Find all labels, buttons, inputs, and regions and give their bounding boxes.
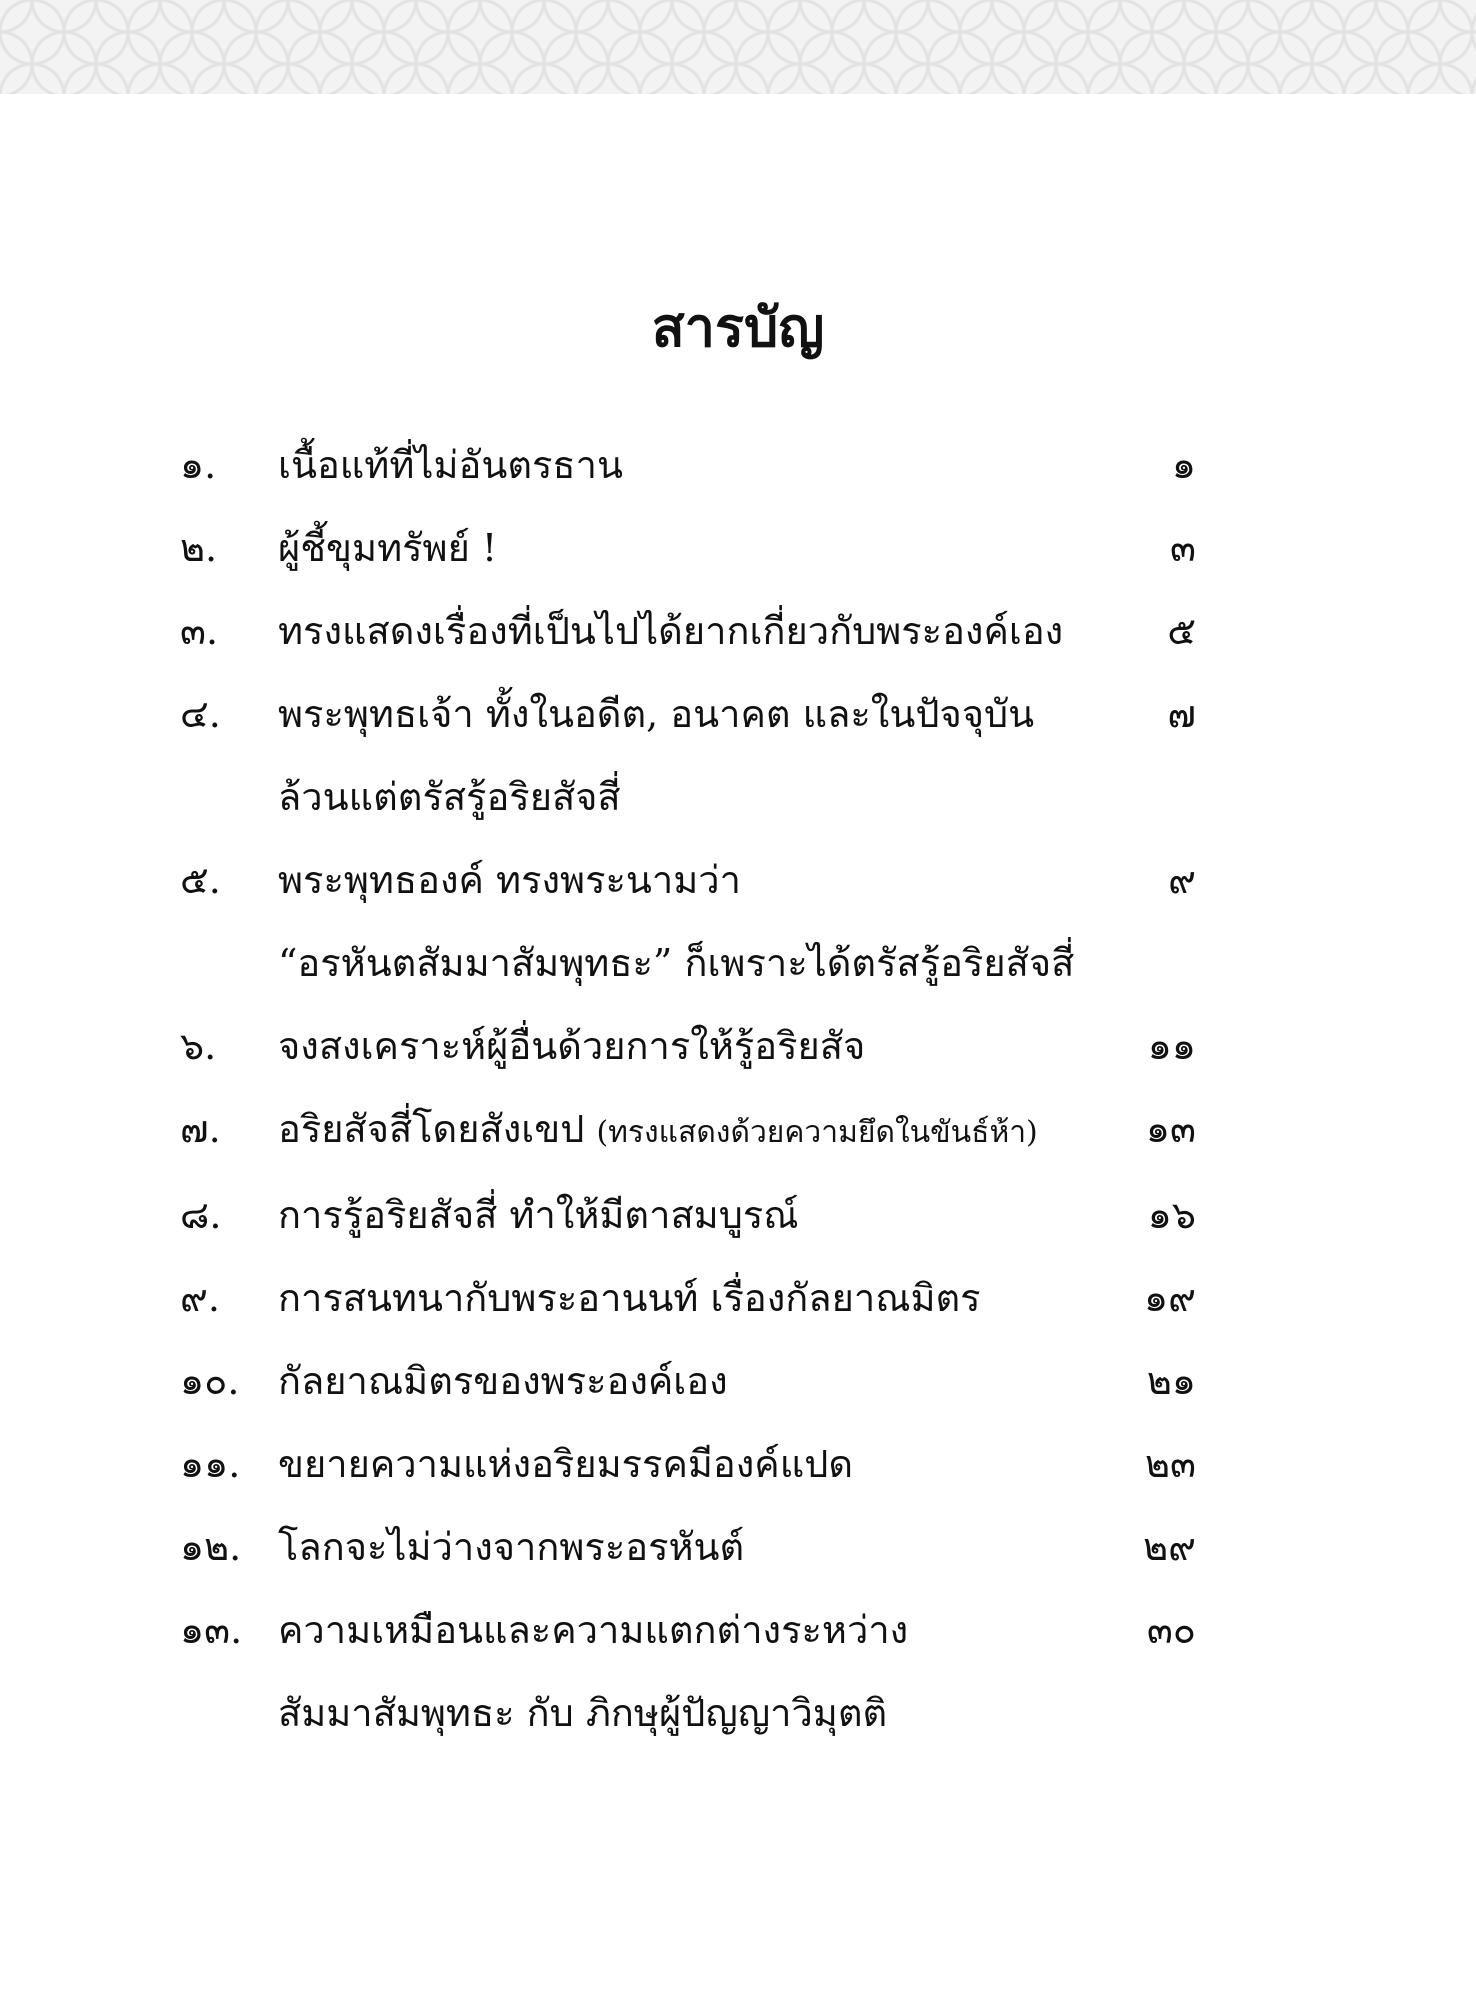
entry-title-line: จงสงเคราะห์ผู้อื่นด้วยการให้รู้อริยสัจ (278, 1024, 866, 1068)
entry-title-main: อริยสัจสี่โดยสังเขป (278, 1107, 585, 1151)
entry-page-number: ๙ (1168, 858, 1196, 902)
entry-title (278, 1589, 1126, 1755)
entry-title-line: พระพุทธองค์ ทรงพระนามว่า (278, 858, 741, 902)
entry-number: ๕. (180, 858, 221, 902)
decorative-pattern-band (0, 0, 1476, 94)
entry-title-line: “อรหันตสัมมาสัมพุทธะ” ก็เพราะได้ตรัสรู้อริยสัจสี่ (278, 941, 1075, 985)
entry-title-line: ทรงแสดงเรื่องที่เป็นไปได้ยากเกี่ยวกับพระองค์เอง (278, 609, 1064, 653)
entry-title (278, 1506, 1126, 1589)
entry-number: ๑๓. (180, 1608, 243, 1652)
entry-number: ๑๐. (180, 1359, 240, 1403)
entry-title-line: ผู้ชี้ขุมทรัพย์ ! (278, 526, 498, 570)
entry-number: ๑๒. (180, 1525, 242, 1569)
entry-page-number: ๒๙ (1143, 1525, 1196, 1569)
entry-number: ๒. (180, 526, 218, 570)
entry-title-line: ขยายความแห่งอริยมรรคมีองค์แปด (278, 1442, 854, 1486)
entry-page-number: ๒๓ (1144, 1442, 1196, 1486)
entry-page-number: ๓ (1170, 526, 1196, 570)
toc-entry-13 (180, 1589, 1210, 1755)
entry-title (278, 839, 1126, 1005)
entry-title (278, 1257, 1126, 1340)
entry-page-number: ๒๑ (1146, 1359, 1196, 1403)
entry-page-number: ๑๙ (1144, 1276, 1196, 1320)
toc-entry-2 (180, 507, 1210, 590)
entry-title (278, 1088, 1126, 1174)
entry-title-note: (ทรงแสดงด้วยความยึดในขันธ์ห้า) (596, 1115, 1038, 1150)
entry-title-line: สัมมาสัมพุทธะ กับ ภิกษุผู้ปัญญาวิมุตติ (278, 1691, 888, 1735)
entry-title-line: ล้วนแต่ตรัสรู้อริยสัจสี่ (278, 775, 621, 819)
entry-title-line: พระพุทธเจ้า ทั้งในอดีต, อนาคต และในปัจจุบัน (278, 692, 1035, 736)
entry-page-number: ๑๖ (1147, 1193, 1196, 1237)
toc-entry-12 (180, 1506, 1210, 1589)
entry-title (278, 1005, 1126, 1088)
entry-number: ๙. (180, 1276, 220, 1320)
toc-entry-8 (180, 1174, 1210, 1257)
toc-entry-9 (180, 1257, 1210, 1340)
entry-number: ๑๑. (180, 1442, 241, 1486)
toc-entry-5 (180, 839, 1210, 1005)
entry-title (278, 424, 1126, 507)
entry-title-line: ความเหมือนและความแตกต่างระหว่าง (278, 1608, 909, 1652)
entry-title (278, 1423, 1126, 1506)
entry-title-line: การสนทนากับพระอานนท์ เรื่องกัลยาณมิตร (278, 1276, 981, 1320)
entry-page-number: ๗ (1167, 692, 1196, 736)
entry-title-line: การรู้อริยสัจสี่ ทำให้มีตาสมบูรณ์ (278, 1193, 799, 1237)
toc-entry-6 (180, 1005, 1210, 1088)
entry-number: ๘. (180, 1193, 222, 1237)
entry-title (278, 673, 1126, 839)
entry-number: ๔. (180, 692, 221, 736)
entry-title-line: โลกจะไม่ว่างจากพระอรหันต์ (278, 1525, 745, 1569)
toc-entry-3 (180, 590, 1210, 673)
toc-entry-11 (180, 1423, 1210, 1506)
entry-number: ๓. (180, 609, 219, 653)
entry-title (278, 1174, 1126, 1257)
entry-title-line (278, 1088, 1126, 1174)
entry-number: ๖. (180, 1024, 217, 1068)
entry-title-line: เนื้อแท้ที่ไม่อันตรธาน (278, 443, 623, 487)
entry-page-number: ๑๓ (1145, 1107, 1196, 1151)
page-title: สารบัญ (651, 296, 825, 359)
toc-entry-4 (180, 673, 1210, 839)
entry-page-number: ๑ (1171, 443, 1196, 487)
entry-title-line: กัลยาณมิตรของพระองค์เอง (278, 1359, 728, 1403)
entry-page-number: ๑๑ (1147, 1024, 1196, 1068)
entry-number: ๗. (180, 1107, 221, 1151)
toc-entry-10 (180, 1340, 1210, 1423)
entry-title (278, 590, 1126, 673)
toc-entry-7 (180, 1088, 1210, 1174)
entry-title (278, 1340, 1126, 1423)
toc-entry-1 (180, 424, 1210, 507)
entry-page-number: ๕ (1167, 609, 1196, 653)
table-of-contents (180, 424, 1210, 1755)
entry-page-number: ๓๐ (1146, 1608, 1196, 1652)
entry-number: ๑. (180, 443, 217, 487)
entry-title (278, 507, 1126, 590)
